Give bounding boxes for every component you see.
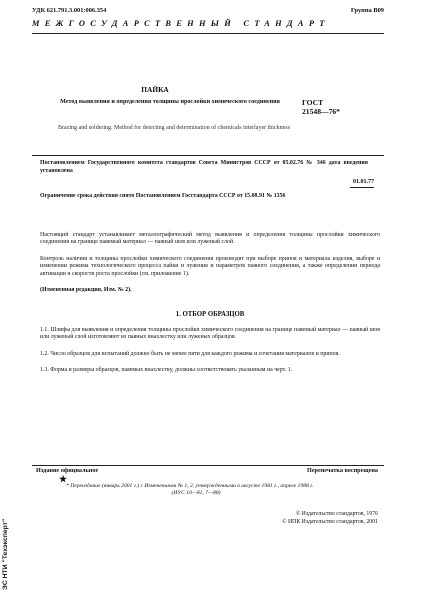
clause-1-3: 1.3. Форма и размеры образцов, паяемых внахлестку, должны соответствовать указанным на черт. 1.	[40, 367, 293, 373]
decree-text: Постановлением Государственного комитета стандартов Совета Министров СССР от 05.02.76 № 346 дата введения установлена	[40, 160, 368, 174]
reprint-prohibited-label: Перепечатка воспрещена	[307, 467, 378, 474]
reissue-note	[66, 483, 366, 497]
watermark-sidebar	[2, 450, 11, 590]
group-code: Группа В09	[350, 7, 384, 14]
copyright-1976: © Издательство стандартов, 1976	[295, 511, 378, 517]
star-icon: ★	[59, 474, 68, 484]
header-divider	[32, 33, 384, 34]
reissue-text: * Переиздание (январь 2001 г.) с Изменениями № 1, 2, утвержденными в августе 1981 г., апреле 1988 г.	[66, 483, 314, 489]
date-underline	[350, 187, 374, 188]
limitation-note: Ограничение срока действия снято Постановлением Госстандарта СССР от 15.08.91 № 1356	[40, 193, 286, 199]
section-1-title: 1. ОТБОР ОБРАЗЦОВ	[175, 311, 245, 318]
gost-label: ГОСТ	[302, 98, 324, 107]
standard-type-heading: МЕЖГОСУДАРСТВЕННЫЙ СТАНДАРТ	[32, 19, 330, 28]
footer-divider	[32, 465, 384, 466]
watermark-text: ЭС НТИ "Техэксперт"	[2, 518, 9, 590]
english-title: Brazing and soldering. Method for detecting and determination of chemicals interlayer thickness	[58, 125, 290, 131]
official-edition-label: Издание официальное	[36, 467, 99, 474]
document-title: ПАЙКА	[141, 85, 169, 94]
intro-paragraph-1: Настоящий стандарт устанавливает металлографический метод выявления и определения толщины прослойки химического соединения на границе паяемый материал — паяный шов или луженый слой.	[40, 232, 380, 246]
clause-1-1: 1.1. Шлифы для выявления и определения толщины прослойки химического соединения на границе паяемый материал — паяный шов или луженый слой изготовляют из паяных внахлестку или луженых образцов.	[40, 327, 380, 341]
udk-code: УДК 621.791.3.001:006.354	[32, 7, 107, 14]
ius-reference: (ИУС 10—81, 7—88)	[171, 490, 221, 497]
document-subtitle: Метод выявления и определения толщины прослойки химического соединения	[60, 99, 280, 105]
clause-1-2: 1.2. Число образцов для испытаний должно быть не менее пяти для каждого режима и сочетания материалов и припоя.	[40, 351, 340, 357]
intro-paragraph-2: Контроль наличия и толщины прослойки химического соединения производят при выборе припоя и материала изделия, выборе и изменении режима технологического процесса пайки и лужения и параметров паяного соединения, а также определении периода активации и скорости роста прослойки (см. приложение 1).	[40, 256, 380, 277]
title-divider	[32, 155, 384, 156]
introduction-date: 01.01.77	[353, 179, 374, 185]
amendment-note: (Измененная редакция, Изм. № 2).	[40, 287, 132, 293]
gost-designation	[302, 98, 340, 116]
gost-number: 21548—76*	[302, 107, 340, 116]
copyright-2001: © ИПК Издательство стандартов, 2001	[282, 519, 378, 525]
